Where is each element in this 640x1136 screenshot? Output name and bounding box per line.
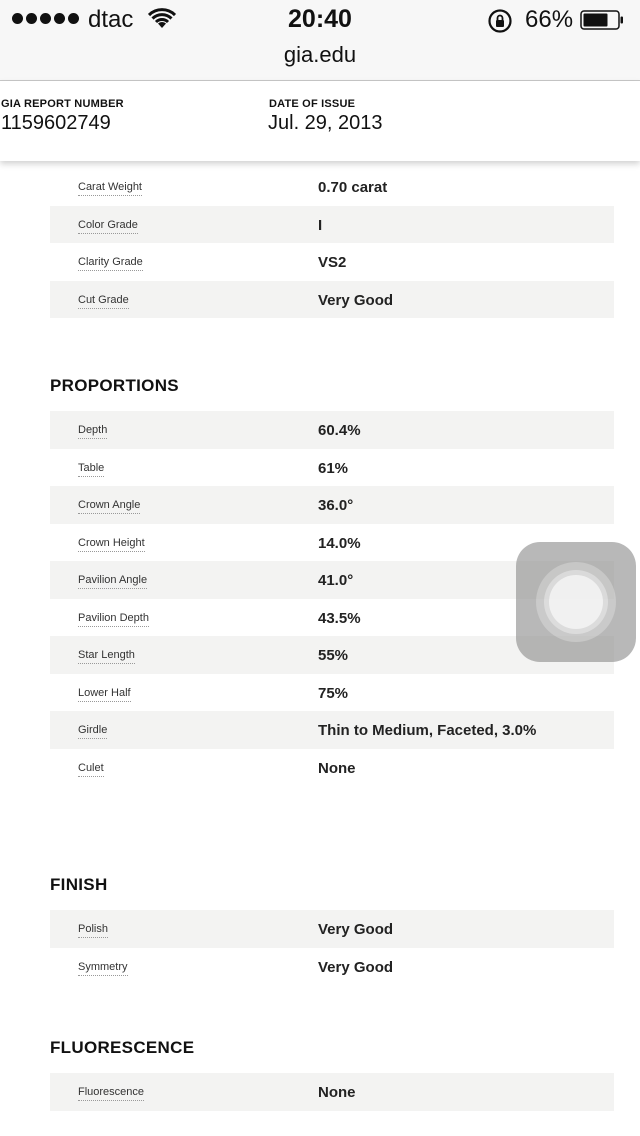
row-label[interactable]: Lower Half <box>78 687 131 702</box>
row-label[interactable]: Pavilion Depth <box>78 612 149 627</box>
row-value: 36.0° <box>318 497 354 514</box>
table-row <box>50 411 614 449</box>
table-row <box>50 1073 614 1111</box>
table-row <box>50 449 614 487</box>
report-number-label: GIA REPORT NUMBER <box>1 98 124 110</box>
battery-icon <box>580 10 624 30</box>
table-row <box>50 711 614 749</box>
row-label[interactable]: Cut Grade <box>78 294 129 309</box>
grading-table <box>50 168 614 318</box>
row-value: 43.5% <box>318 609 361 627</box>
row-value: Very Good <box>318 921 394 938</box>
report-header <box>0 81 640 161</box>
row-label[interactable]: Fluorescence <box>78 1086 144 1101</box>
row-label[interactable]: Clarity Grade <box>78 256 143 271</box>
clock: 20:40 <box>288 5 352 33</box>
row-value: 0.70 carat <box>318 179 388 196</box>
rotation-lock-icon <box>487 8 513 34</box>
row-value: 60.4% <box>318 422 361 439</box>
row-label[interactable]: Crown Height <box>78 537 145 552</box>
row-value: 61% <box>318 459 349 477</box>
row-value: Thin to Medium, Faceted, 3.0% <box>318 722 537 739</box>
address-bar[interactable]: gia.edu <box>0 40 640 81</box>
row-value: VS2 <box>318 254 347 271</box>
row-value: None <box>318 1084 356 1101</box>
row-label[interactable]: Symmetry <box>78 961 128 976</box>
table-row <box>50 243 614 281</box>
table-row <box>50 749 614 787</box>
row-value: None <box>318 759 356 777</box>
finish-table <box>50 910 614 985</box>
table-row <box>50 206 614 244</box>
report-number: 1159602749 <box>1 112 111 134</box>
date-of-issue-label: DATE OF ISSUE <box>269 98 356 110</box>
table-row <box>50 948 614 986</box>
status-bar <box>0 0 640 40</box>
row-label[interactable]: Girdle <box>78 724 107 739</box>
row-value: 55% <box>318 647 349 664</box>
row-label[interactable]: Star Length <box>78 649 135 664</box>
table-row <box>50 168 614 206</box>
proportions-title: PROPORTIONS <box>50 376 179 395</box>
fluorescence-title: FLUORESCENCE <box>50 1038 195 1057</box>
table-row <box>50 281 614 319</box>
row-value: 14.0% <box>318 534 361 552</box>
carrier-name: dtac <box>88 6 134 33</box>
row-value: Very Good <box>318 958 394 976</box>
battery-percentage: 66% <box>525 6 574 33</box>
table-row <box>50 674 614 712</box>
row-label[interactable]: Culet <box>78 762 104 777</box>
row-label[interactable]: Depth <box>78 424 107 439</box>
row-label[interactable]: Table <box>78 462 104 477</box>
row-label[interactable]: Polish <box>78 923 108 938</box>
fluorescence-table <box>50 1073 614 1111</box>
row-label[interactable]: Pavilion Angle <box>78 574 147 589</box>
row-value: 41.0° <box>318 572 354 589</box>
table-row <box>50 486 614 524</box>
table-row <box>50 910 614 948</box>
assistive-touch-button[interactable] <box>516 542 636 662</box>
row-value: I <box>318 216 323 234</box>
row-value: Very Good <box>318 291 394 309</box>
row-label[interactable]: Color Grade <box>78 219 138 234</box>
row-label[interactable]: Crown Angle <box>78 499 140 514</box>
finish-title: FINISH <box>50 875 108 894</box>
row-label[interactable]: Carat Weight <box>78 181 142 196</box>
row-value: 75% <box>318 684 349 702</box>
date-of-issue: Jul. 29, 2013 <box>268 112 383 134</box>
